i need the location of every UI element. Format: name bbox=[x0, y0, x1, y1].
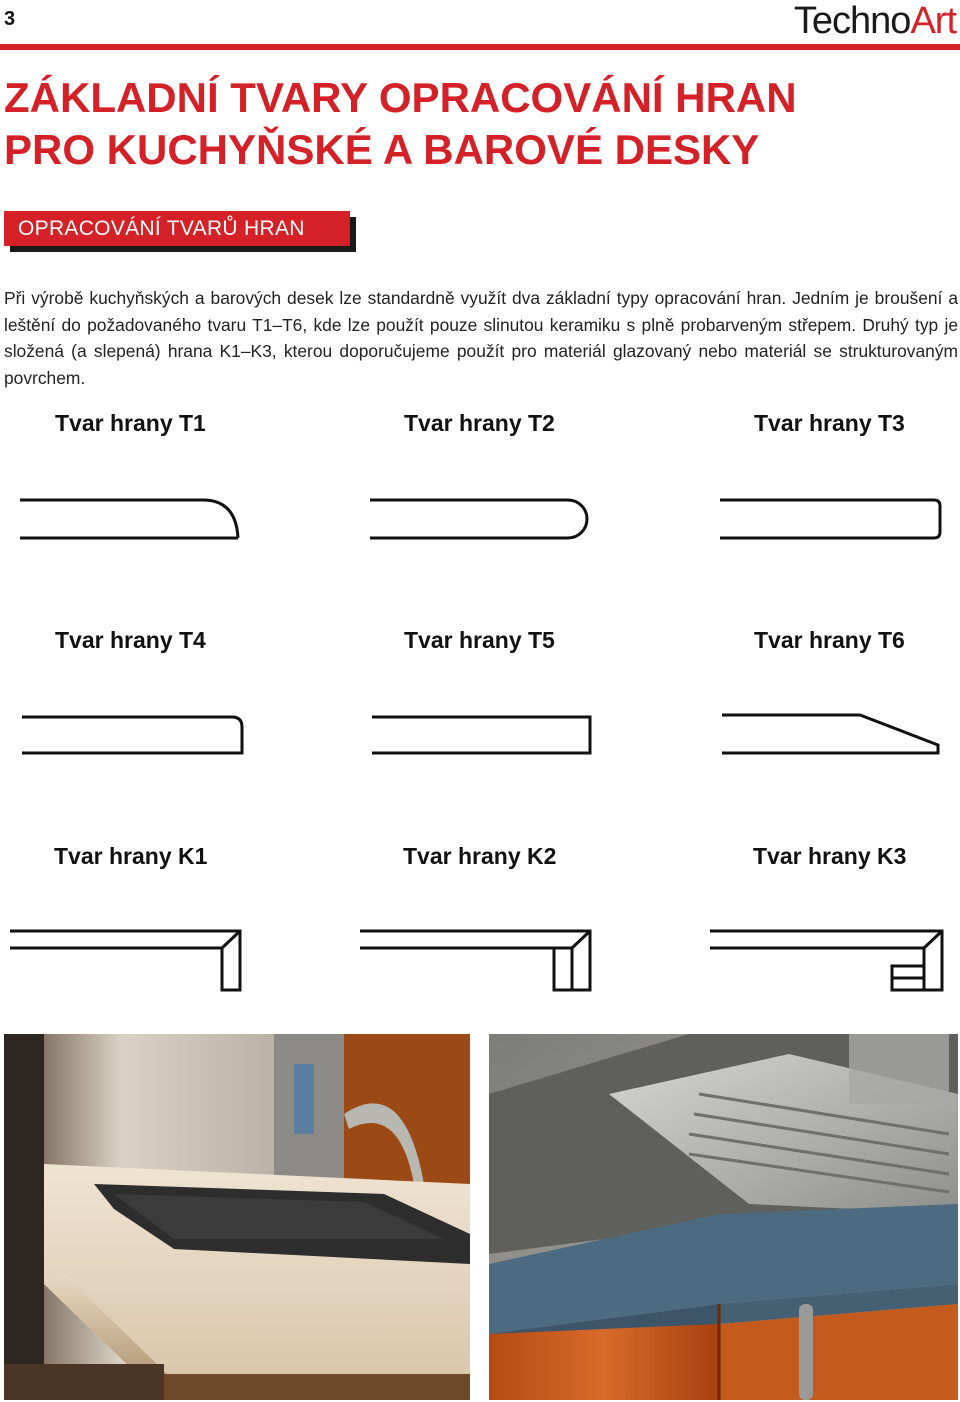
page-number: 3 bbox=[4, 8, 16, 30]
technoart-logo bbox=[794, 0, 956, 43]
edge-profile-t3-diagram bbox=[718, 494, 948, 546]
header-rule bbox=[0, 44, 756, 50]
header-rule-right bbox=[756, 44, 960, 50]
section-heading: OPRACOVÁNÍ TVARŮ HRAN bbox=[18, 217, 305, 240]
edge-profile-t4-diagram bbox=[20, 711, 250, 763]
shape-label-k1: Tvar hrany K1 bbox=[54, 843, 208, 869]
page-title-line-2: PRO KUCHYŇSKÉ A BAROVÉ DESKY bbox=[4, 126, 760, 173]
shape-label-k3: Tvar hrany K3 bbox=[753, 843, 907, 869]
shape-label-t1: Tvar hrany T1 bbox=[55, 410, 206, 436]
logo-part-techno: Techno bbox=[793, 0, 911, 42]
intro-paragraph: Při výrobě kuchyňských a barových desek lze standardně využít dva základní typy opracování hran. Jedním je broušení a leštění do požadovaného tvaru T1–T6, kde lze použít pouze slinutou keramiku s plně probarveným střepem. Druhý typ je složená (a slepená) hrana K1–K3, kterou doporučujeme použít pro materiál glazovaný nebo materiál se strukturovaným povrchem. bbox=[4, 288, 958, 388]
edge-profile-k3-diagram bbox=[708, 924, 948, 996]
edge-profile-t2-diagram bbox=[368, 494, 598, 546]
edge-profile-t6-diagram bbox=[720, 709, 950, 761]
page-title-line-1: ZÁKLADNÍ TVARY OPRACOVÁNÍ HRAN bbox=[4, 74, 797, 121]
kitchen-countertop-photo-1 bbox=[4, 1034, 470, 1400]
logo-part-art: Art bbox=[910, 0, 956, 42]
shape-label-t4: Tvar hrany T4 bbox=[55, 627, 206, 653]
shape-label-t2: Tvar hrany T2 bbox=[404, 410, 555, 436]
edge-profile-t1-diagram bbox=[18, 494, 248, 546]
kitchen-countertop-photo-2 bbox=[489, 1034, 958, 1400]
edge-profile-t5-diagram bbox=[370, 711, 600, 763]
section-heading-box bbox=[4, 211, 350, 246]
shape-label-t6: Tvar hrany T6 bbox=[754, 627, 905, 653]
shape-label-k2: Tvar hrany K2 bbox=[403, 843, 557, 869]
edge-profile-k2-diagram bbox=[358, 924, 598, 996]
shape-label-t5: Tvar hrany T5 bbox=[404, 627, 555, 653]
edge-profile-k1-diagram bbox=[8, 924, 248, 996]
page-title bbox=[4, 72, 904, 176]
shape-label-t3: Tvar hrany T3 bbox=[754, 410, 905, 436]
